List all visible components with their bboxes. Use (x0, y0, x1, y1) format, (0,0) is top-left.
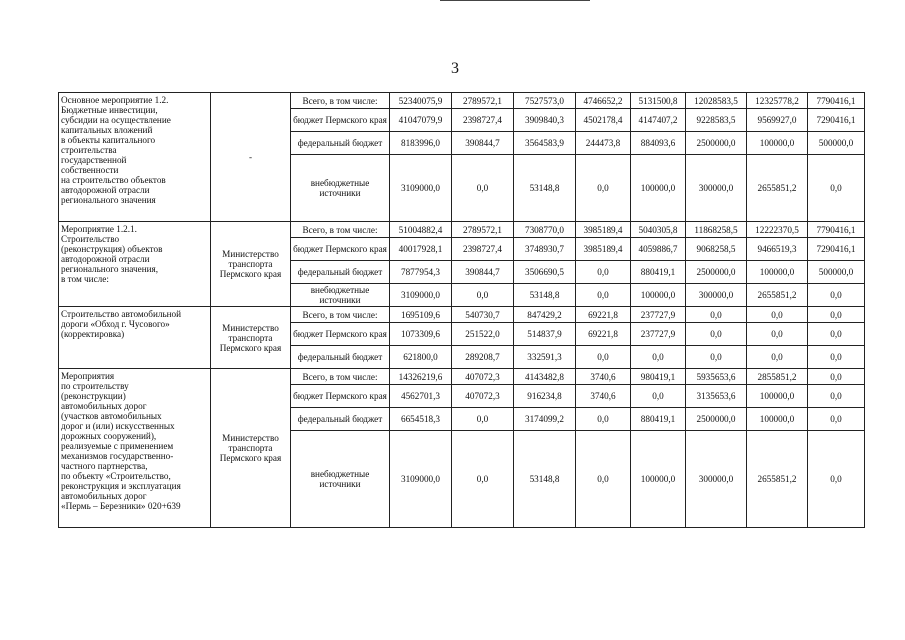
table-row (59, 93, 865, 109)
amount-cell: 0,0 (808, 385, 865, 408)
funding-source-cell: бюджет Пермского края (291, 385, 390, 408)
funding-source-cell: внебюджетные источники (291, 284, 390, 307)
amount-cell: 2500000,0 (686, 132, 747, 155)
amount-cell: 237727,9 (631, 323, 686, 346)
amount-cell: 847429,2 (514, 307, 576, 323)
amount-cell: 2855851,2 (747, 369, 808, 385)
funding-source-cell: Всего, в том числе: (291, 369, 390, 385)
amount-cell: 3564583,9 (514, 132, 576, 155)
event-name-cell: Мероприятия по строительству (реконструкции) автомобильных дорог (участков автомобильных дорог и (или) искусственных дорожных сооружений), реализуемые с применением механизмов государственно- частного партнерства, по объекту «Строительство, реконструкция и эксплуатация автомобильных дорог «Пермь – Березники» 020+639 (59, 369, 211, 528)
amount-cell: 2398727,4 (452, 109, 514, 132)
amount-cell: 3109000,0 (390, 155, 452, 222)
amount-cell: 407072,3 (452, 385, 514, 408)
amount-cell: 0,0 (686, 307, 747, 323)
amount-cell: 5935653,6 (686, 369, 747, 385)
amount-cell: 100000,0 (747, 385, 808, 408)
amount-cell: 0,0 (808, 408, 865, 431)
amount-cell: 3109000,0 (390, 431, 452, 528)
amount-cell: 1695109,6 (390, 307, 452, 323)
amount-cell: 40017928,1 (390, 238, 452, 261)
amount-cell: 390844,7 (452, 261, 514, 284)
amount-cell: 3740,6 (576, 385, 631, 408)
amount-cell: 289208,7 (452, 346, 514, 369)
amount-cell: 500000,0 (808, 261, 865, 284)
amount-cell: 2789572,1 (452, 222, 514, 238)
amount-cell: 4746652,2 (576, 93, 631, 109)
amount-cell: 4502178,4 (576, 109, 631, 132)
amount-cell: 514837,9 (514, 323, 576, 346)
event-name-cell: Строительство автомобильной дороги «Обход г. Чусового» (корректировка) (59, 307, 211, 369)
amount-cell: 0,0 (576, 431, 631, 528)
amount-cell: 0,0 (808, 346, 865, 369)
responsible-cell: Министерство транспорта Пермского края (211, 222, 291, 307)
page-number: 3 (451, 60, 459, 77)
amount-cell: 0,0 (576, 284, 631, 307)
funding-source-cell: внебюджетные источники (291, 431, 390, 528)
amount-cell: 2655851,2 (747, 284, 808, 307)
funding-source-cell: Всего, в том числе: (291, 307, 390, 323)
amount-cell: 12028583,5 (686, 93, 747, 109)
amount-cell: 9466519,3 (747, 238, 808, 261)
amount-cell: 53148,8 (514, 284, 576, 307)
amount-cell: 0,0 (808, 284, 865, 307)
responsible-cell: Министерство транспорта Пермского края (211, 369, 291, 528)
amount-cell: 0,0 (452, 155, 514, 222)
amount-cell: 7790416,1 (808, 93, 865, 109)
amount-cell: 880419,1 (631, 261, 686, 284)
table-row (59, 369, 865, 385)
responsible-cell: - (211, 93, 291, 222)
funding-source-cell: федеральный бюджет (291, 132, 390, 155)
table-row (59, 307, 865, 323)
amount-cell: 9569927,0 (747, 109, 808, 132)
amount-cell: 300000,0 (686, 431, 747, 528)
amount-cell: 14326219,6 (390, 369, 452, 385)
event-name-cell: Мероприятие 1.2.1. Строительство (реконструкция) объектов автодорожной отрасли регионального значения, в том числе: (59, 222, 211, 307)
amount-cell: 7877954,3 (390, 261, 452, 284)
amount-cell: 300000,0 (686, 284, 747, 307)
amount-cell: 0,0 (808, 155, 865, 222)
event-name-cell: Основное мероприятие 1.2. Бюджетные инвестиции, субсидии на осуществление капитальных вложений в объекты капитального строительства государственной собственности на строительство объектов автодорожной отрасли регионального значения (59, 93, 211, 222)
funding-source-cell: федеральный бюджет (291, 261, 390, 284)
amount-cell: 0,0 (808, 369, 865, 385)
amount-cell: 621800,0 (390, 346, 452, 369)
amount-cell: 69221,8 (576, 307, 631, 323)
amount-cell: 11868258,5 (686, 222, 747, 238)
amount-cell: 3109000,0 (390, 284, 452, 307)
funding-source-cell: Всего, в том числе: (291, 222, 390, 238)
amount-cell: 0,0 (747, 323, 808, 346)
amount-cell: 0,0 (747, 346, 808, 369)
amount-cell: 1073309,6 (390, 323, 452, 346)
amount-cell: 100000,0 (747, 261, 808, 284)
amount-cell: 53148,8 (514, 431, 576, 528)
amount-cell: 9068258,5 (686, 238, 747, 261)
amount-cell: 0,0 (747, 307, 808, 323)
amount-cell: 2500000,0 (686, 261, 747, 284)
amount-cell: 0,0 (631, 385, 686, 408)
top-rule (440, 0, 590, 1)
amount-cell: 540730,7 (452, 307, 514, 323)
amount-cell: 100000,0 (631, 431, 686, 528)
amount-cell: 880419,1 (631, 408, 686, 431)
amount-cell: 980419,1 (631, 369, 686, 385)
amount-cell: 0,0 (452, 408, 514, 431)
amount-cell: 0,0 (576, 346, 631, 369)
amount-cell: 3174099,2 (514, 408, 576, 431)
funding-source-cell: федеральный бюджет (291, 408, 390, 431)
amount-cell: 5131500,8 (631, 93, 686, 109)
amount-cell: 407072,3 (452, 369, 514, 385)
funding-source-cell: Всего, в том числе: (291, 93, 390, 109)
amount-cell: 2655851,2 (747, 431, 808, 528)
amount-cell: 3740,6 (576, 369, 631, 385)
amount-cell: 3985189,4 (576, 238, 631, 261)
amount-cell: 53148,8 (514, 155, 576, 222)
amount-cell: 3909840,3 (514, 109, 576, 132)
amount-cell: 4143482,8 (514, 369, 576, 385)
financing-table (58, 92, 865, 528)
amount-cell: 100000,0 (631, 155, 686, 222)
amount-cell: 0,0 (452, 431, 514, 528)
amount-cell: 4059886,7 (631, 238, 686, 261)
amount-cell: 8183996,0 (390, 132, 452, 155)
amount-cell: 300000,0 (686, 155, 747, 222)
amount-cell: 0,0 (576, 155, 631, 222)
amount-cell: 41047079,9 (390, 109, 452, 132)
amount-cell: 7290416,1 (808, 238, 865, 261)
amount-cell: 4147407,2 (631, 109, 686, 132)
amount-cell: 12325778,2 (747, 93, 808, 109)
amount-cell: 7790416,1 (808, 222, 865, 238)
amount-cell: 251522,0 (452, 323, 514, 346)
amount-cell: 390844,7 (452, 132, 514, 155)
amount-cell: 500000,0 (808, 132, 865, 155)
amount-cell: 12222370,5 (747, 222, 808, 238)
amount-cell: 0,0 (808, 431, 865, 528)
amount-cell: 2655851,2 (747, 155, 808, 222)
amount-cell: 100000,0 (747, 132, 808, 155)
amount-cell: 0,0 (576, 261, 631, 284)
amount-cell: 0,0 (631, 346, 686, 369)
amount-cell: 100000,0 (631, 284, 686, 307)
funding-source-cell: бюджет Пермского края (291, 109, 390, 132)
amount-cell: 2398727,4 (452, 238, 514, 261)
amount-cell: 3506690,5 (514, 261, 576, 284)
funding-source-cell: федеральный бюджет (291, 346, 390, 369)
funding-source-cell: бюджет Пермского края (291, 323, 390, 346)
amount-cell: 7308770,0 (514, 222, 576, 238)
funding-source-cell: бюджет Пермского края (291, 238, 390, 261)
funding-source-cell: внебюджетные источники (291, 155, 390, 222)
amount-cell: 7290416,1 (808, 109, 865, 132)
amount-cell: 884093,6 (631, 132, 686, 155)
amount-cell: 0,0 (452, 284, 514, 307)
amount-cell: 0,0 (808, 307, 865, 323)
amount-cell: 6654518,3 (390, 408, 452, 431)
responsible-cell: Министерство транспорта Пермского края (211, 307, 291, 369)
amount-cell: 237727,9 (631, 307, 686, 323)
amount-cell: 3748930,7 (514, 238, 576, 261)
amount-cell: 3985189,4 (576, 222, 631, 238)
amount-cell: 332591,3 (514, 346, 576, 369)
amount-cell: 0,0 (576, 408, 631, 431)
amount-cell: 3135653,6 (686, 385, 747, 408)
table-row (59, 222, 865, 238)
amount-cell: 51004882,4 (390, 222, 452, 238)
amount-cell: 69221,8 (576, 323, 631, 346)
amount-cell: 244473,8 (576, 132, 631, 155)
amount-cell: 2789572,1 (452, 93, 514, 109)
amount-cell: 2500000,0 (686, 408, 747, 431)
amount-cell: 0,0 (686, 323, 747, 346)
amount-cell: 100000,0 (747, 408, 808, 431)
amount-cell: 0,0 (686, 346, 747, 369)
amount-cell: 7527573,0 (514, 93, 576, 109)
amount-cell: 4562701,3 (390, 385, 452, 408)
amount-cell: 9228583,5 (686, 109, 747, 132)
amount-cell: 52340075,9 (390, 93, 452, 109)
amount-cell: 916234,8 (514, 385, 576, 408)
amount-cell: 5040305,8 (631, 222, 686, 238)
amount-cell: 0,0 (808, 323, 865, 346)
